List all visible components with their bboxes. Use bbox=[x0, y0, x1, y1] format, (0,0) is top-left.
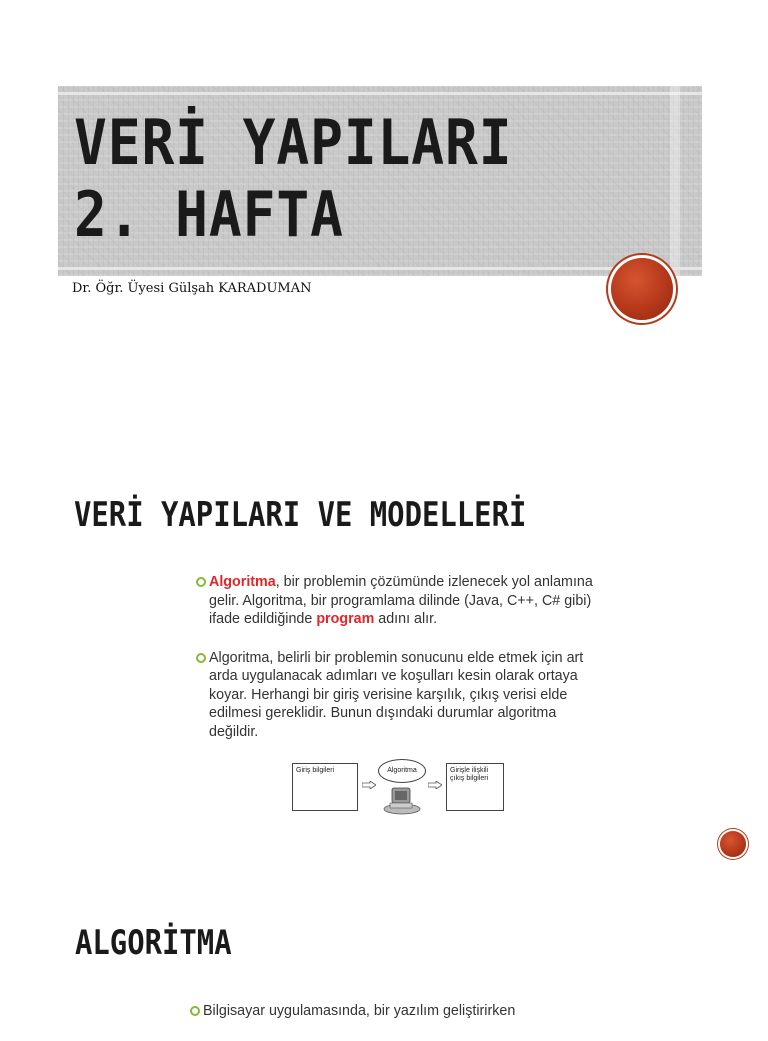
bullet-circle-icon bbox=[196, 653, 206, 663]
highlight-term-program: program bbox=[316, 611, 375, 627]
bullet-item-algorithm-definition bbox=[196, 573, 596, 629]
author-name: Dr. Öğr. Üyesi Gülşah KARADUMAN bbox=[72, 281, 312, 296]
slide-heading: VERİ YAPILARI VE MODELLERİ bbox=[74, 495, 527, 535]
title-banner bbox=[58, 86, 702, 276]
algorithm-slide bbox=[0, 905, 768, 1024]
orb-decoration-icon bbox=[720, 831, 746, 857]
arrow-right-icon bbox=[362, 781, 376, 789]
bullet-item-algorithm-steps bbox=[196, 649, 596, 742]
bullet-list bbox=[190, 1002, 610, 1041]
orb-decoration-icon bbox=[611, 258, 673, 320]
algorithm-diagram bbox=[292, 757, 506, 829]
bullet-text: Algoritma, belirli bir problemin sonucunu elde etmek için art arda uygulanacak adımları ve koşulları kesin olarak ortaya koyar. Herhangi bir giriş verisine karşılık, çıkış verisi elde edilmesi gereklidir. Bunun dışındaki durumlar algoritma değildir. bbox=[209, 649, 584, 740]
bullet-text: , bir problemin çözümünde izlenecek yol anlamına gelir. Algoritma, bir programlama dilinde (Java, C++, C# gibi) ifade edildiğinde bbox=[209, 574, 593, 627]
banner-top-rule bbox=[58, 92, 702, 95]
output-box: Girişle ilişkili çıkış bilgileri bbox=[446, 763, 504, 811]
arrow-right-icon bbox=[428, 781, 442, 789]
highlight-term-algoritma: Algoritma bbox=[209, 574, 276, 590]
title-line-1: VERİ YAPILARI bbox=[74, 106, 513, 179]
bullet-circle-icon bbox=[196, 577, 206, 587]
computer-icon bbox=[382, 785, 422, 815]
banner-divider bbox=[670, 86, 680, 276]
bullet-circle-icon bbox=[190, 1006, 200, 1016]
title-slide bbox=[0, 0, 768, 430]
process-ellipse: Algoritma bbox=[378, 759, 426, 783]
content-slide bbox=[0, 475, 768, 875]
slide-heading: ALGORİTMA bbox=[75, 923, 232, 963]
bullet-text-end: adını alır. bbox=[374, 611, 438, 627]
input-box: Giriş bilgileri bbox=[292, 763, 358, 811]
bullet-list bbox=[196, 573, 596, 761]
bullet-item bbox=[190, 1002, 610, 1021]
bullet-text: Bilgisayar uygulamasında, bir yazılım geliştirirken bbox=[203, 1003, 516, 1019]
title-line-2: 2. HAFTA bbox=[74, 178, 344, 251]
banner-bottom-rule bbox=[58, 267, 702, 270]
